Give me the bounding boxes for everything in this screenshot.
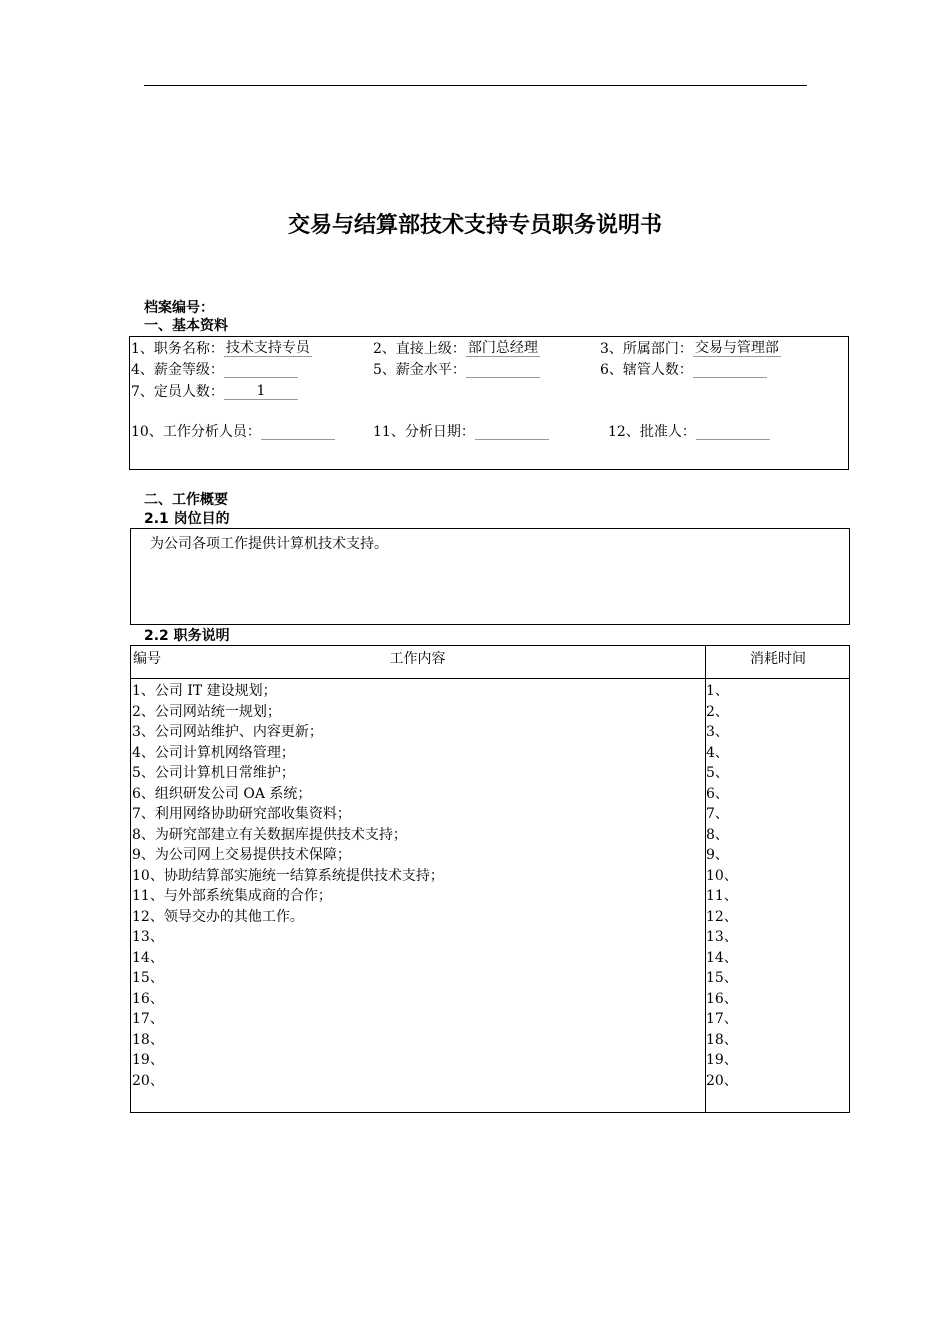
salary-grade-value[interactable] <box>224 361 298 378</box>
duty-row: 4、公司计算机网络管理； <box>132 744 295 761</box>
field-job-title: 1、职务名称： 技术支持专员 <box>131 340 310 357</box>
time-row: 4、 <box>706 744 729 761</box>
duty-row: 2、公司网站统一规划； <box>132 703 281 720</box>
document-title: 交易与结算部技术支持专员职务说明书 <box>287 213 662 238</box>
time-row: 5、 <box>706 765 729 781</box>
header-time-spent: 消耗时间 <box>750 651 806 667</box>
time-row: 13、 <box>706 929 738 945</box>
duty-row: 17、 <box>132 1011 164 1027</box>
field-department: 3、所属部门： 交易与管理部 <box>600 340 779 357</box>
duty-row: 14、 <box>132 949 164 966</box>
time-row: 16、 <box>706 990 738 1007</box>
time-row: 10、 <box>706 867 738 884</box>
field-approver: 12、批准人： <box>608 423 770 441</box>
field-analysis-date: 11、分析日期： <box>373 423 549 441</box>
job-title-value[interactable]: 技术支持专员 <box>225 340 310 356</box>
duty-row: 1、公司 IT 建设规划； <box>132 683 277 699</box>
section-work-summary-heading: 二、工作概要 <box>144 492 228 508</box>
archive-number-label: 档案编号： <box>144 300 214 316</box>
header-rule <box>144 85 807 86</box>
field-salary-grade: 4、薪金等级： <box>131 361 298 379</box>
header-work-content: 工作内容 <box>389 651 446 667</box>
duty-row: 9、为公司网上交易提供技术保障； <box>132 847 351 863</box>
department-value[interactable]: 交易与管理部 <box>694 340 779 356</box>
duty-row: 20、 <box>132 1072 164 1089</box>
time-row: 7、 <box>706 806 729 822</box>
time-row: 20、 <box>706 1072 738 1089</box>
header-number: 编号 <box>133 651 161 667</box>
duties-heading: 2.2 职务说明 <box>144 628 230 644</box>
field-headcount: 7、定员人数： 1 <box>131 383 298 401</box>
direct-supervisor-value[interactable]: 部门总经理 <box>467 340 538 356</box>
time-row: 8、 <box>706 826 729 843</box>
purpose-heading: 2.1 岗位目的 <box>144 511 230 527</box>
field-job-analyst: 10、工作分析人员： <box>131 423 335 441</box>
time-row: 15、 <box>706 970 738 986</box>
time-row: 6、 <box>706 785 729 802</box>
duty-row: 6、组织研发公司 OA 系统； <box>132 785 312 802</box>
time-row: 1、 <box>706 683 729 699</box>
duty-row: 7、利用网络协助研究部收集资料； <box>132 806 351 822</box>
time-row: 9、 <box>706 847 729 863</box>
table-header-divider <box>130 678 850 679</box>
salary-level-value[interactable] <box>466 361 540 378</box>
time-row: 3、 <box>706 724 729 740</box>
time-row: 12、 <box>706 908 738 925</box>
field-subordinates: 6、辖管人数： <box>600 361 767 379</box>
time-list <box>706 681 738 1091</box>
duty-row: 19、 <box>132 1052 164 1068</box>
duty-row: 5、公司计算机日常维护； <box>132 765 295 781</box>
duty-row: 15、 <box>132 970 164 986</box>
job-analyst-value[interactable] <box>261 423 335 440</box>
headcount-value[interactable]: 1 <box>224 383 298 400</box>
field-salary-level: 5、薪金水平： <box>373 361 540 379</box>
duty-row: 18、 <box>132 1031 164 1048</box>
section-basic-info-heading: 一、基本资料 <box>144 318 228 334</box>
time-row: 14、 <box>706 949 738 966</box>
subordinates-value[interactable] <box>693 361 767 378</box>
duty-row: 8、为研究部建立有关数据库提供技术支持； <box>132 826 407 843</box>
duty-row: 13、 <box>132 929 164 945</box>
analysis-date-value[interactable] <box>475 423 549 440</box>
time-row: 19、 <box>706 1052 738 1068</box>
time-row: 2、 <box>706 703 729 720</box>
duty-list <box>132 681 444 1091</box>
duty-row: 3、公司网站维护、内容更新； <box>132 724 323 740</box>
duty-row: 12、领导交办的其他工作。 <box>132 908 304 925</box>
time-row: 17、 <box>706 1011 738 1027</box>
time-row: 11、 <box>706 888 738 904</box>
duty-row: 16、 <box>132 990 164 1007</box>
duty-row: 11、与外部系统集成商的合作； <box>132 888 332 904</box>
purpose-text: 为公司各项工作提供计算机技术支持。 <box>150 536 388 552</box>
time-row: 18、 <box>706 1031 738 1048</box>
approver-value[interactable] <box>696 423 770 440</box>
duty-row: 10、协助结算部实施统一结算系统提供技术支持； <box>132 867 444 884</box>
field-direct-supervisor: 2、直接上级： 部门总经理 <box>373 340 538 357</box>
